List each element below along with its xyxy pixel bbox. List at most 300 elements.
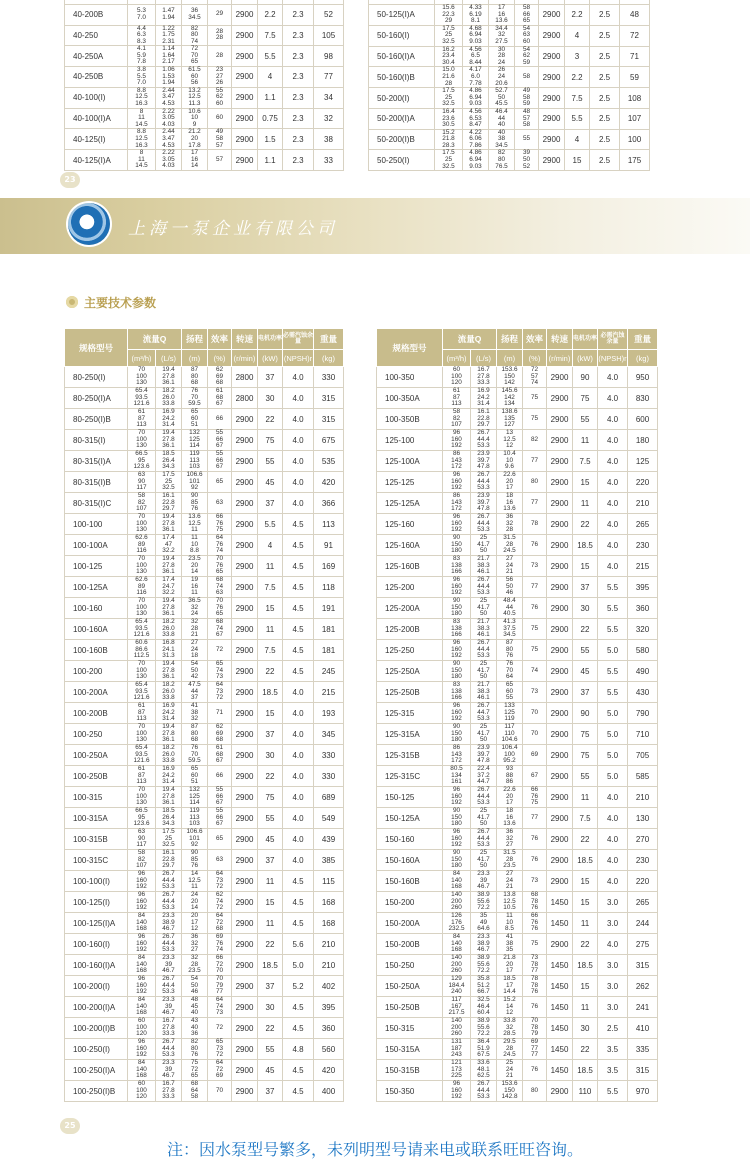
- cell-model: 80-250(I): [65, 367, 128, 388]
- cell-flow-ls: 19.4 27.8 36.1: [156, 598, 182, 619]
- cell-weight: 32: [314, 108, 344, 129]
- cell-flow-ls: 38.9 55.6 72.2: [471, 1018, 497, 1039]
- cell-model: 125-160: [377, 514, 443, 535]
- cell-model: 125-160A: [377, 535, 443, 556]
- cell-flow-ls: 4.86 6.94 9.03: [463, 150, 489, 171]
- table-row: [65, 430, 344, 451]
- cell-flow-m3h: 86 143 172: [443, 451, 471, 472]
- cell-flow-ls: 18.2 26.0 33.8: [156, 682, 182, 703]
- cell-weight: 265: [628, 514, 658, 535]
- cell-speed: 2900: [232, 829, 258, 850]
- cell-flow-ls: 19.4 27.8 36.1: [156, 556, 182, 577]
- cell-flow-m3h: 8 11 14.5: [128, 150, 156, 171]
- cell-npsh: 4.0: [283, 388, 314, 409]
- cell-npsh: 2.3: [283, 67, 314, 88]
- cell-power: 15: [573, 892, 598, 913]
- table-row: [377, 1018, 658, 1039]
- cell-speed: 1450: [547, 1039, 573, 1060]
- cell-npsh: 4.5: [283, 913, 314, 934]
- cell-speed: 2900: [232, 892, 258, 913]
- cell-speed: 1450: [547, 1060, 573, 1081]
- cell-npsh: 4.0: [598, 430, 628, 451]
- cell-npsh: 4.5: [283, 598, 314, 619]
- cell-speed: 2900: [539, 25, 565, 46]
- cell-head: 65 60 55: [497, 682, 523, 703]
- cell-flow-ls: 1.47 1.94: [156, 5, 182, 26]
- cell-npsh: 4.5: [283, 1018, 314, 1039]
- cell-head: 153.6 150 142.8: [497, 1081, 523, 1102]
- table-row: [377, 766, 658, 787]
- cell-model: 100-100A: [65, 535, 128, 556]
- cell-speed: 2900: [232, 472, 258, 493]
- cell-flow-ls: 21.7 38.3 46.1: [471, 556, 497, 577]
- cell-flow-ls: 16.8 24.1 31.3: [156, 640, 182, 661]
- cell-npsh: 4.0: [598, 451, 628, 472]
- cell-efficiency: 63: [208, 850, 232, 871]
- top-spec-section: [0, 0, 750, 185]
- cell-weight: 535: [314, 451, 344, 472]
- cell-flow-m3h: 126 176 232.5: [443, 913, 471, 934]
- cell-flow-ls: 4.22 6.06 7.86: [463, 129, 489, 150]
- cell-flow-ls: 26.7 44.4 53.3: [471, 829, 497, 850]
- cell-speed: 2900: [547, 535, 573, 556]
- cell-power: 4: [258, 535, 283, 556]
- cell-flow-ls: 17.4 24.7 32.2: [156, 577, 182, 598]
- cell-model: 40-250A: [65, 46, 128, 67]
- cell-efficiency: 70: [523, 724, 547, 745]
- table-row: [369, 25, 650, 46]
- cell-speed: 2800: [232, 367, 258, 388]
- cell-power: 15: [573, 976, 598, 997]
- cell-weight: 420: [314, 1060, 344, 1081]
- cell-head: 26 24 20.6: [489, 67, 515, 88]
- unit-m3h: (m³/h): [443, 350, 471, 367]
- cell-npsh: 4.0: [283, 829, 314, 850]
- cell-flow-m3h: 86 143 172: [443, 745, 471, 766]
- cell-weight: 175: [620, 150, 650, 171]
- table-row: [65, 556, 344, 577]
- cell-power: 37: [573, 577, 598, 598]
- cell-model: 125-250B: [377, 682, 443, 703]
- cell-power: 22: [573, 1039, 598, 1060]
- cell-head: 32 28 23.5: [182, 955, 208, 976]
- cell-flow-m3h: 83 138 166: [443, 682, 471, 703]
- cell-model: 50-125(I)A: [369, 5, 435, 26]
- cell-head: 117 110 104.6: [497, 724, 523, 745]
- cell-npsh: 4.0: [283, 808, 314, 829]
- cell-efficiency: 55 62 60: [208, 87, 232, 108]
- cell-flow-ls: 4.17 6.0 7.78: [463, 67, 489, 88]
- cell-flow-m3h: 96 160 192: [443, 472, 471, 493]
- cell-flow-m3h: 86 143 172: [443, 493, 471, 514]
- cell-efficiency: 75: [523, 640, 547, 661]
- cell-head: 23.5 20 14: [182, 556, 208, 577]
- cell-speed: 2900: [232, 556, 258, 577]
- table-row: [377, 997, 658, 1018]
- cell-head: 27 24 21: [497, 556, 523, 577]
- cell-flow-ls: 17.4 47 32.2: [156, 535, 182, 556]
- cell-head: 132 125 114: [182, 787, 208, 808]
- cell-model: 100-100(I): [65, 871, 128, 892]
- cell-npsh: 4.5: [283, 514, 314, 535]
- cell-head: 14 12.5 11: [182, 871, 208, 892]
- cell-head: 19 16 11: [182, 577, 208, 598]
- cell-flow-ls: 2.44 3.47 4.53: [156, 129, 182, 150]
- right-spec-table: [376, 328, 658, 1102]
- cell-npsh: 4.5: [283, 871, 314, 892]
- cell-flow-m3h: 65.4 93.5 121.6: [128, 619, 156, 640]
- cell-efficiency: 72 57 74: [523, 367, 547, 388]
- cell-efficiency: 28: [208, 46, 232, 67]
- cell-efficiency: 23 27 26: [208, 67, 232, 88]
- unit-rmin: (r/min): [547, 350, 573, 367]
- table-header-row: [65, 329, 344, 350]
- cell-head: 18 16 13.6: [497, 808, 523, 829]
- cell-speed: 2900: [232, 1018, 258, 1039]
- cell-flow-m3h: 121 173 225: [443, 1060, 471, 1081]
- cell-power: 3: [565, 46, 590, 67]
- table-row: [377, 724, 658, 745]
- cell-npsh: 4.0: [598, 367, 628, 388]
- cell-flow-m3h: 4.1 5.9 7.8: [128, 46, 156, 67]
- cell-efficiency: 58 66 65: [515, 5, 539, 26]
- cell-power: 1.1: [258, 150, 283, 171]
- cell-flow-ls: 26.7 44.4 53.3: [471, 577, 497, 598]
- table-row: [65, 619, 344, 640]
- cell-efficiency: 64 74 73: [208, 997, 232, 1018]
- cell-model: 125-200A: [377, 598, 443, 619]
- cell-speed: 2900: [232, 682, 258, 703]
- cell-weight: 689: [314, 787, 344, 808]
- cell-model: 100-125A: [65, 577, 128, 598]
- cell-model: 100-315C: [65, 850, 128, 871]
- cell-model: 50-160(I)A: [369, 46, 435, 67]
- cell-efficiency: 82: [523, 430, 547, 451]
- company-name: 上海一泵企业有限公司: [128, 219, 338, 239]
- cell-flow-m3h: 65.4 93.5 121.6: [128, 745, 156, 766]
- cell-flow-m3h: 96 160 192: [443, 514, 471, 535]
- table-row: [377, 913, 658, 934]
- cell-head: 90 85 76: [182, 493, 208, 514]
- cell-efficiency: 68 74 67: [208, 619, 232, 640]
- cell-head: 36.5 32 24: [182, 598, 208, 619]
- cell-speed: 2900: [232, 976, 258, 997]
- cell-efficiency: 68 78 76: [523, 892, 547, 913]
- cell-model: 150-160A: [377, 850, 443, 871]
- cell-speed: 2900: [232, 46, 258, 67]
- top-left-spec-table-wrap: [64, 0, 344, 171]
- cell-flow-m3h: 140 200 260: [443, 1018, 471, 1039]
- unit-kw: (kW): [258, 350, 283, 367]
- cell-model: 125-315B: [377, 745, 443, 766]
- cell-flow-ls: 23.3 38.9 46.7: [156, 913, 182, 934]
- unit-m: (m): [182, 350, 208, 367]
- table-header-row: [377, 329, 658, 350]
- cell-npsh: 5.5: [598, 1081, 628, 1102]
- cell-power: 1.5: [258, 129, 283, 150]
- cell-model: 150-200A: [377, 913, 443, 934]
- cell-npsh: 5.5: [598, 598, 628, 619]
- cell-weight: 970: [628, 1081, 658, 1102]
- cell-npsh: 3.0: [598, 976, 628, 997]
- table-row: [377, 640, 658, 661]
- cell-head: 48.4 44 40.5: [497, 598, 523, 619]
- cell-power: 1.1: [258, 87, 283, 108]
- cell-flow-m3h: 70 100 130: [128, 367, 156, 388]
- cell-speed: 1450: [547, 955, 573, 976]
- cell-flow-ls: 25 41.7 50: [471, 724, 497, 745]
- cell-npsh: 3.0: [598, 892, 628, 913]
- cell-speed: 1450: [547, 997, 573, 1018]
- cell-efficiency: 71: [208, 703, 232, 724]
- cell-flow-ls: 23.3 39 46.7: [471, 871, 497, 892]
- cell-weight: 330: [314, 367, 344, 388]
- cell-flow-ls: 26.7 44.4 53.3: [471, 640, 497, 661]
- unit-npsh: (NPSH)r: [598, 350, 628, 367]
- cell-flow-m3h: 66.5 95 123.6: [128, 451, 156, 472]
- cell-flow-ls: 19.4 27.8 36.1: [156, 514, 182, 535]
- cell-speed: 2900: [539, 67, 565, 88]
- table-row: [369, 67, 650, 88]
- cell-power: 45: [258, 829, 283, 850]
- cell-weight: 270: [628, 829, 658, 850]
- cell-speed: 2900: [547, 472, 573, 493]
- cell-flow-ls: 23.3 38.9 46.7: [471, 934, 497, 955]
- cell-flow-ls: 36.4 51.9 67.5: [471, 1039, 497, 1060]
- cell-efficiency: 55 66 67: [208, 451, 232, 472]
- cell-model: 50-160(I)B: [369, 67, 435, 88]
- cell-speed: 2900: [232, 1081, 258, 1102]
- table-row: [377, 976, 658, 997]
- cell-npsh: 4.5: [283, 997, 314, 1018]
- cell-efficiency: 69 76 74: [208, 934, 232, 955]
- cell-speed: 2900: [547, 430, 573, 451]
- cell-power: 18.5: [573, 1060, 598, 1081]
- cell-model: 125-200B: [377, 619, 443, 640]
- cell-flow-m3h: 17.5 25 32.5: [435, 150, 463, 171]
- cell-flow-ls: 1.22 1.75 2.31: [156, 25, 182, 46]
- table-row: [369, 46, 650, 67]
- cell-speed: 2900: [547, 493, 573, 514]
- cell-npsh: 3.0: [598, 913, 628, 934]
- cell-power: 4: [565, 25, 590, 46]
- column-header-head: 扬程: [182, 329, 208, 350]
- cell-efficiency: 75: [523, 619, 547, 640]
- cell-flow-m3h: 65.4 93.5 121.6: [128, 388, 156, 409]
- cell-model: 100-200: [65, 661, 128, 682]
- cell-efficiency: 68 74 63: [208, 577, 232, 598]
- cell-npsh: 4.5: [283, 577, 314, 598]
- cell-flow-ls: 18.2 26.0 33.8: [156, 745, 182, 766]
- cell-power: 75: [258, 430, 283, 451]
- cell-npsh: 4.5: [283, 1081, 314, 1102]
- cell-flow-ls: 21.7 38.3 46.1: [471, 682, 497, 703]
- cell-head: 21.2 20 17.8: [182, 129, 208, 150]
- cell-model: 50-200(I): [369, 88, 435, 109]
- cell-npsh: 4.0: [598, 787, 628, 808]
- cell-power: 18.5: [573, 535, 598, 556]
- cell-speed: 2900: [547, 850, 573, 871]
- cell-efficiency: 48 57 58: [515, 108, 539, 129]
- cell-head: 61.5 60 56: [182, 67, 208, 88]
- cell-efficiency: 57: [208, 150, 232, 171]
- cell-weight: 402: [314, 976, 344, 997]
- cell-model: 40-100(I): [65, 87, 128, 108]
- cell-weight: 168: [314, 892, 344, 913]
- cell-model: 100-160: [65, 598, 128, 619]
- cell-flow-ls: 23.3 39 46.7: [156, 1060, 182, 1081]
- table-row: [65, 598, 344, 619]
- cell-speed: 2900: [547, 703, 573, 724]
- cell-model: 100-100: [65, 514, 128, 535]
- column-header-npsh: 必需汽蚀余量: [283, 329, 314, 350]
- cell-flow-m3h: 70 100 130: [128, 430, 156, 451]
- cell-flow-m3h: 83 138 166: [443, 619, 471, 640]
- cell-power: 22: [573, 514, 598, 535]
- cell-model: 80-250(I)A: [65, 388, 128, 409]
- cell-speed: 2900: [232, 451, 258, 472]
- cell-power: 11: [573, 913, 598, 934]
- top-left-spec-table: [64, 0, 344, 171]
- page-number-top: 23: [60, 172, 80, 188]
- cell-power: 15: [565, 150, 590, 171]
- cell-npsh: 2.3: [283, 25, 314, 46]
- cell-flow-ls: 26.7 44.4 53.3: [156, 934, 182, 955]
- cell-npsh: 5.0: [598, 640, 628, 661]
- cell-weight: 420: [314, 472, 344, 493]
- cell-speed: 2900: [232, 1060, 258, 1081]
- cell-flow-m3h: 117 167 217.5: [443, 997, 471, 1018]
- cell-head: 25 24 21: [497, 1060, 523, 1081]
- cell-power: 7.5: [258, 25, 283, 46]
- cell-head: 87 80 68: [182, 724, 208, 745]
- cell-model: 100-160(I)A: [65, 955, 128, 976]
- cell-head: 82 80 76: [182, 1039, 208, 1060]
- cell-npsh: 3.0: [598, 955, 628, 976]
- cell-flow-m3h: 61 87 113: [443, 388, 471, 409]
- cell-efficiency: 65: [208, 829, 232, 850]
- cell-efficiency: 76: [523, 1060, 547, 1081]
- cell-power: 4: [258, 67, 283, 88]
- cell-power: 90: [573, 367, 598, 388]
- cell-power: 18.5: [573, 850, 598, 871]
- cell-flow-ls: 17.5 25 32.5: [156, 472, 182, 493]
- cell-weight: 360: [314, 1018, 344, 1039]
- cell-model: 100-125(I): [65, 892, 128, 913]
- cell-head: 13.8 12.5 10.5: [497, 892, 523, 913]
- cell-npsh: 4.0: [283, 367, 314, 388]
- cell-flow-m3h: 8.8 12.5 16.3: [128, 87, 156, 108]
- cell-npsh: 4.0: [283, 493, 314, 514]
- cell-efficiency: 63: [208, 493, 232, 514]
- cell-efficiency: 58: [515, 67, 539, 88]
- column-header-speed: 转速: [547, 329, 573, 350]
- cell-npsh: 4.5: [283, 535, 314, 556]
- cell-speed: 2900: [547, 724, 573, 745]
- cell-efficiency: 54 62 59: [515, 46, 539, 67]
- cell-model: 100-250(I)B: [65, 1081, 128, 1102]
- cell-head: 93 88 86: [497, 766, 523, 787]
- cell-model: 80-250(I)B: [65, 409, 128, 430]
- cell-power: 45: [573, 661, 598, 682]
- cell-flow-m3h: 17.5 25 32.5: [435, 88, 463, 109]
- cell-speed: 2900: [547, 1081, 573, 1102]
- cell-efficiency: 76: [523, 829, 547, 850]
- cell-power: 90: [573, 703, 598, 724]
- cell-npsh: 2.3: [283, 129, 314, 150]
- cell-head: 17 16 13.6: [489, 5, 515, 26]
- cell-speed: 2900: [547, 556, 573, 577]
- cell-flow-m3h: 96 160 192: [443, 1081, 471, 1102]
- cell-flow-ls: 26.7 44.4 53.3: [156, 976, 182, 997]
- cell-power: 11: [573, 493, 598, 514]
- cell-model: 100-125: [65, 556, 128, 577]
- cell-power: 15: [258, 598, 283, 619]
- cell-head: 21.8 20 17: [497, 955, 523, 976]
- unit-ls: (L/s): [156, 350, 182, 367]
- cell-npsh: 4.0: [598, 556, 628, 577]
- cell-weight: 490: [628, 661, 658, 682]
- cell-weight: 950: [628, 367, 658, 388]
- unit-ls: (L/s): [471, 350, 497, 367]
- cell-speed: 2900: [232, 409, 258, 430]
- unit-m3h: (m³/h): [128, 350, 156, 367]
- cell-speed: 2900: [547, 787, 573, 808]
- cell-model: 100-250(I): [65, 1039, 128, 1060]
- table-row: [65, 577, 344, 598]
- cell-power: 7.5: [258, 577, 283, 598]
- cell-flow-m3h: 90 150 180: [443, 724, 471, 745]
- cell-weight: 215: [314, 682, 344, 703]
- cell-model: 100-350A: [377, 388, 443, 409]
- cell-weight: 315: [628, 1060, 658, 1081]
- cell-flow-m3h: 90 150 180: [443, 850, 471, 871]
- table-row: [65, 997, 344, 1018]
- cell-power: 37: [258, 493, 283, 514]
- cell-weight: 335: [628, 1039, 658, 1060]
- cell-power: 55: [573, 766, 598, 787]
- left-spec-table-wrap: [64, 328, 344, 1102]
- cell-head: 17 16 14: [182, 150, 208, 171]
- cell-head: 31.5 28 23.5: [497, 850, 523, 871]
- cell-head: 10.4 10 9.6: [497, 451, 523, 472]
- cell-npsh: 5.0: [598, 766, 628, 787]
- cell-npsh: 2.5: [590, 5, 620, 26]
- cell-head: 22.6 20 17: [497, 472, 523, 493]
- cell-npsh: 2.5: [590, 46, 620, 67]
- cell-efficiency: 64 76 74: [208, 535, 232, 556]
- cell-power: 22: [258, 934, 283, 955]
- cell-model: 150-200B: [377, 934, 443, 955]
- cell-flow-m3h: 60.6 86.6 112.5: [128, 640, 156, 661]
- cell-efficiency: 73: [523, 871, 547, 892]
- cell-efficiency: 76: [523, 535, 547, 556]
- cell-model: 125-200: [377, 577, 443, 598]
- cell-efficiency: 75: [523, 934, 547, 955]
- cell-npsh: 2.5: [590, 108, 620, 129]
- cell-flow-ls: 19.4 27.8 36.1: [156, 724, 182, 745]
- cell-model: 40-125(I)A: [65, 150, 128, 171]
- cell-power: 37: [258, 724, 283, 745]
- cell-model: 150-315: [377, 1018, 443, 1039]
- cell-head: 87 80 76: [497, 640, 523, 661]
- cell-model: 125-125: [377, 472, 443, 493]
- cell-flow-ls: 18.5 26.4 34.3: [156, 808, 182, 829]
- cell-power: 0.75: [258, 108, 283, 129]
- cell-flow-ls: 16.1 22.8 29.7: [471, 409, 497, 430]
- cell-weight: 210: [314, 934, 344, 955]
- cell-flow-ls: 25 41.7 50: [471, 661, 497, 682]
